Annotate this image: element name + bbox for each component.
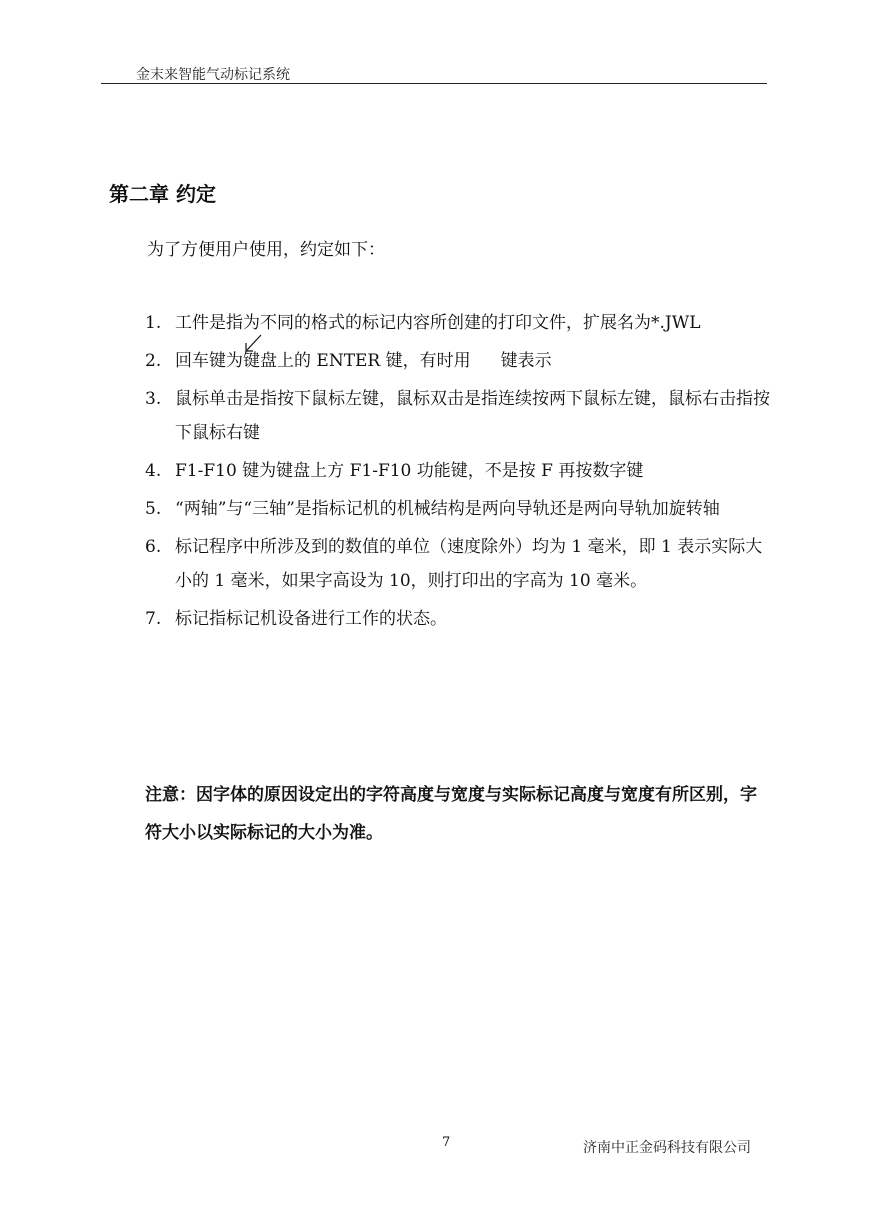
- item-text: 鼠标单击是指按下鼠标左键，鼠标双击是指连续按两下鼠标左键，鼠标右击指按下鼠标右键: [175, 389, 770, 443]
- header-title: 金末来智能气动标记系统: [136, 67, 290, 83]
- page-number: 7: [442, 1135, 451, 1150]
- list-item: [145, 602, 770, 636]
- item-text: 标记指标记机设备进行工作的状态。: [175, 609, 447, 629]
- item-text: 标记程序中所涉及到的数值的单位（速度除外）均为 1 毫米，即 1 表示实际大小的 1 毫米，如果字高设为 10，则打印出的字高为 10 毫米。: [175, 537, 763, 591]
- list-item: [145, 492, 770, 526]
- list-item: [145, 344, 770, 378]
- item-text: F1-F10 键为键盘上方 F1-F10 功能键，不是按 F 再按数字键: [175, 461, 644, 481]
- list-item: [145, 454, 770, 488]
- item-number: 4.: [145, 461, 162, 481]
- convention-list: [145, 306, 770, 640]
- list-item: [145, 530, 770, 598]
- item-text: 回车键为键盘上的 ENTER 键，有时用: [175, 351, 471, 371]
- item-text: “两轴”与“三轴”是指标记机的机械结构是两向导轨还是两向导轨加旋转轴: [175, 499, 720, 519]
- item-number: 1.: [145, 313, 162, 333]
- item-text: 键表示: [500, 351, 552, 371]
- chapter-title: 第二章 约定: [109, 182, 216, 206]
- intro-text: 为了方便用户使用，约定如下：: [147, 240, 385, 260]
- item-number: 6.: [145, 537, 162, 557]
- item-number: 5.: [145, 499, 162, 519]
- item-number: 3.: [145, 389, 162, 409]
- note-text: 注意：因字体的原因设定出的字符高度与宽度与实际标记高度与宽度有所区别，字符大小以实际标记的大小为准。: [145, 785, 757, 843]
- item-text: 工件是指为不同的格式的标记内容所创建的打印文件，扩展名为*.JWL: [175, 313, 701, 333]
- footer-company: 济南中正金码科技有限公司: [583, 1140, 751, 1156]
- list-item: [145, 382, 770, 450]
- list-item: [145, 306, 770, 340]
- header-divider: [101, 83, 767, 84]
- item-number: 7.: [145, 609, 162, 629]
- item-number: 2.: [145, 351, 162, 371]
